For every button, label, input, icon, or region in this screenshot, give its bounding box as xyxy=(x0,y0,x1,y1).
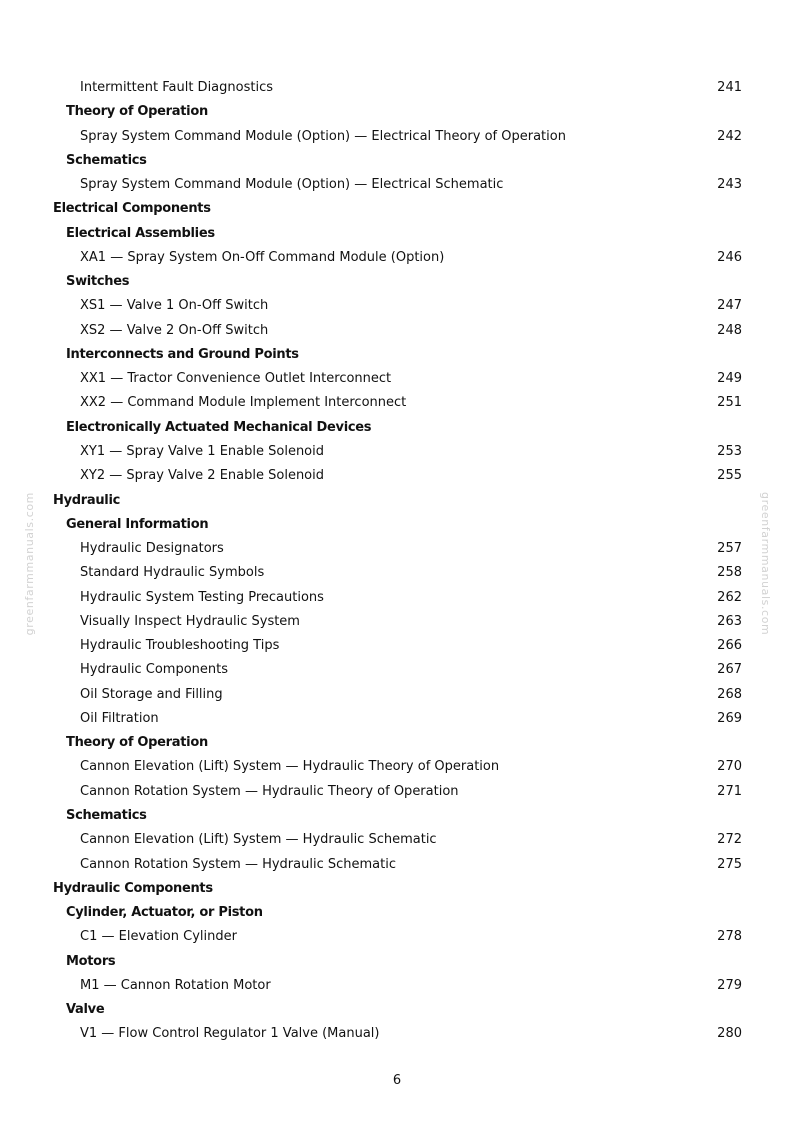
toc-entry[interactable] xyxy=(0,173,794,197)
toc-entry-label: Cannon Elevation (Lift) System — Hydraulic Theory of Operation xyxy=(80,759,500,775)
toc-entry-label: Cannon Elevation (Lift) System — Hydraulic Schematic xyxy=(80,832,437,848)
watermark-right: greenfarmmanuals.com xyxy=(759,492,772,636)
toc-entry-page-number: 271 xyxy=(717,783,742,799)
toc-entry-page-number: 263 xyxy=(717,613,742,629)
toc-entry-label: Theory of Operation xyxy=(66,735,208,751)
toc-entry[interactable] xyxy=(0,925,794,949)
toc-subheading xyxy=(0,731,794,755)
toc-entry-label: M1 — Cannon Rotation Motor xyxy=(80,977,271,993)
toc-subheading xyxy=(0,149,794,173)
toc-entry-label: Standard Hydraulic Symbols xyxy=(80,565,265,581)
toc-heading xyxy=(0,877,794,901)
toc-entry-label: Electrical Components xyxy=(53,201,211,217)
toc-heading xyxy=(0,197,794,221)
toc-entry-page-number: 257 xyxy=(717,541,742,557)
toc-entry-label: XX2 — Command Module Implement Interconnect xyxy=(80,395,407,411)
toc-entry[interactable] xyxy=(0,780,794,804)
toc-subheading xyxy=(0,222,794,246)
toc-entry-page-number: 255 xyxy=(717,468,742,484)
toc-entry-page-number: 249 xyxy=(717,371,742,387)
toc-entry-label: Electronically Actuated Mechanical Devices xyxy=(66,419,372,435)
toc-entry-label: Theory of Operation xyxy=(66,104,208,120)
toc-entry-page-number: 243 xyxy=(717,177,742,193)
toc-entry[interactable] xyxy=(0,464,794,488)
toc-entry-label: Switches xyxy=(66,274,130,290)
toc-entry-label: Hydraulic Components xyxy=(53,880,213,896)
toc-entry-label: Oil Filtration xyxy=(80,710,159,726)
toc-entry[interactable] xyxy=(0,76,794,100)
toc-entry-label: Cannon Rotation System — Hydraulic Schematic xyxy=(80,856,396,872)
toc-entry-page-number: 251 xyxy=(717,395,742,411)
toc-entry-label: General Information xyxy=(66,516,209,532)
toc-entry[interactable] xyxy=(0,319,794,343)
toc-entry-label: V1 — Flow Control Regulator 1 Valve (Manual) xyxy=(80,1026,380,1042)
toc-entry-label: XY1 — Spray Valve 1 Enable Solenoid xyxy=(80,443,324,459)
toc-entry-page-number: 241 xyxy=(717,80,742,95)
toc-entry[interactable] xyxy=(0,367,794,391)
toc-entry-page-number: 280 xyxy=(717,1026,742,1042)
toc-subheading xyxy=(0,804,794,828)
toc-entry-label: XS2 — Valve 2 On-Off Switch xyxy=(80,322,269,338)
toc-entry-label: Hydraulic xyxy=(53,492,121,508)
toc-entry-label: Hydraulic Troubleshooting Tips xyxy=(80,638,280,654)
toc-heading xyxy=(0,489,794,513)
toc-entry[interactable] xyxy=(0,853,794,877)
toc-entry[interactable] xyxy=(0,974,794,998)
toc-entry-page-number: 269 xyxy=(717,710,742,726)
toc-entry-label: Electrical Assemblies xyxy=(66,225,215,241)
toc-subheading xyxy=(0,270,794,294)
toc-entry[interactable] xyxy=(0,755,794,779)
toc-entry-label: XS1 — Valve 1 On-Off Switch xyxy=(80,298,269,314)
toc-entry-page-number: 248 xyxy=(717,322,742,338)
watermark-left: greenfarmmanuals.com xyxy=(23,492,36,636)
toc-entry-label: Schematics xyxy=(66,152,147,168)
toc-entry-page-number: 258 xyxy=(717,565,742,581)
toc-subheading xyxy=(0,998,794,1022)
toc-entry-page-number: 272 xyxy=(717,832,742,848)
toc-entry[interactable] xyxy=(0,658,794,682)
toc-entry-label: Cannon Rotation System — Hydraulic Theory of Operation xyxy=(80,783,459,799)
toc-entry-label: XA1 — Spray System On-Off Command Module (Option) xyxy=(80,249,445,265)
toc-entry-page-number: 253 xyxy=(717,443,742,459)
toc-entry-page-number: 268 xyxy=(717,686,742,702)
toc-entry-label: Visually Inspect Hydraulic System xyxy=(80,613,300,629)
toc-entry-page-number: 246 xyxy=(717,249,742,265)
toc-subheading xyxy=(0,950,794,974)
toc-entry-page-number: 266 xyxy=(717,638,742,654)
toc-entry-page-number: 242 xyxy=(717,128,742,144)
toc-entry-label: Spray System Command Module (Option) — Electrical Schematic xyxy=(80,177,504,193)
toc-entry[interactable] xyxy=(0,246,794,270)
toc-entry[interactable] xyxy=(0,391,794,415)
toc-entry-label: XX1 — Tractor Convenience Outlet Interconnect xyxy=(80,371,392,387)
table-of-contents xyxy=(0,76,794,1047)
toc-entry[interactable] xyxy=(0,440,794,464)
toc-entry-label: XY2 — Spray Valve 2 Enable Solenoid xyxy=(80,468,324,484)
toc-entry-label: Schematics xyxy=(66,807,147,823)
toc-entry-label: Motors xyxy=(66,953,116,969)
toc-entry[interactable] xyxy=(0,125,794,149)
toc-entry[interactable] xyxy=(0,561,794,585)
toc-entry-page-number: 279 xyxy=(717,977,742,993)
toc-entry-label: Cylinder, Actuator, or Piston xyxy=(66,905,263,921)
toc-entry-page-number: 247 xyxy=(717,298,742,314)
toc-entry-page-number: 262 xyxy=(717,589,742,605)
toc-entry[interactable] xyxy=(0,610,794,634)
toc-entry[interactable] xyxy=(0,828,794,852)
toc-subheading xyxy=(0,416,794,440)
toc-subheading xyxy=(0,343,794,367)
toc-entry[interactable] xyxy=(0,1022,794,1046)
toc-entry-page-number: 270 xyxy=(717,759,742,775)
toc-subheading xyxy=(0,513,794,537)
toc-entry-label: C1 — Elevation Cylinder xyxy=(80,929,237,945)
toc-subheading xyxy=(0,901,794,925)
toc-entry-label: Interconnects and Ground Points xyxy=(66,346,299,362)
toc-entry-label: Oil Storage and Filling xyxy=(80,686,223,702)
toc-entry-label: Spray System Command Module (Option) — Electrical Theory of Operation xyxy=(80,128,566,144)
toc-entry-page-number: 275 xyxy=(717,856,742,872)
toc-entry[interactable] xyxy=(0,707,794,731)
toc-entry-page-number: 278 xyxy=(717,929,742,945)
toc-entry[interactable] xyxy=(0,586,794,610)
toc-entry-label: Valve xyxy=(66,1002,105,1018)
toc-entry-label: Intermittent Fault Diagnostics xyxy=(80,80,273,95)
toc-entry-label: Hydraulic System Testing Precautions xyxy=(80,589,324,605)
toc-entry-label: Hydraulic Designators xyxy=(80,541,224,557)
toc-entry[interactable] xyxy=(0,537,794,561)
toc-entry[interactable] xyxy=(0,634,794,658)
toc-entry[interactable] xyxy=(0,294,794,318)
toc-entry-label: Hydraulic Components xyxy=(80,662,229,678)
page-number: 6 xyxy=(392,1073,402,1088)
toc-subheading xyxy=(0,100,794,124)
toc-entry[interactable] xyxy=(0,683,794,707)
toc-entry-page-number: 267 xyxy=(717,662,742,678)
